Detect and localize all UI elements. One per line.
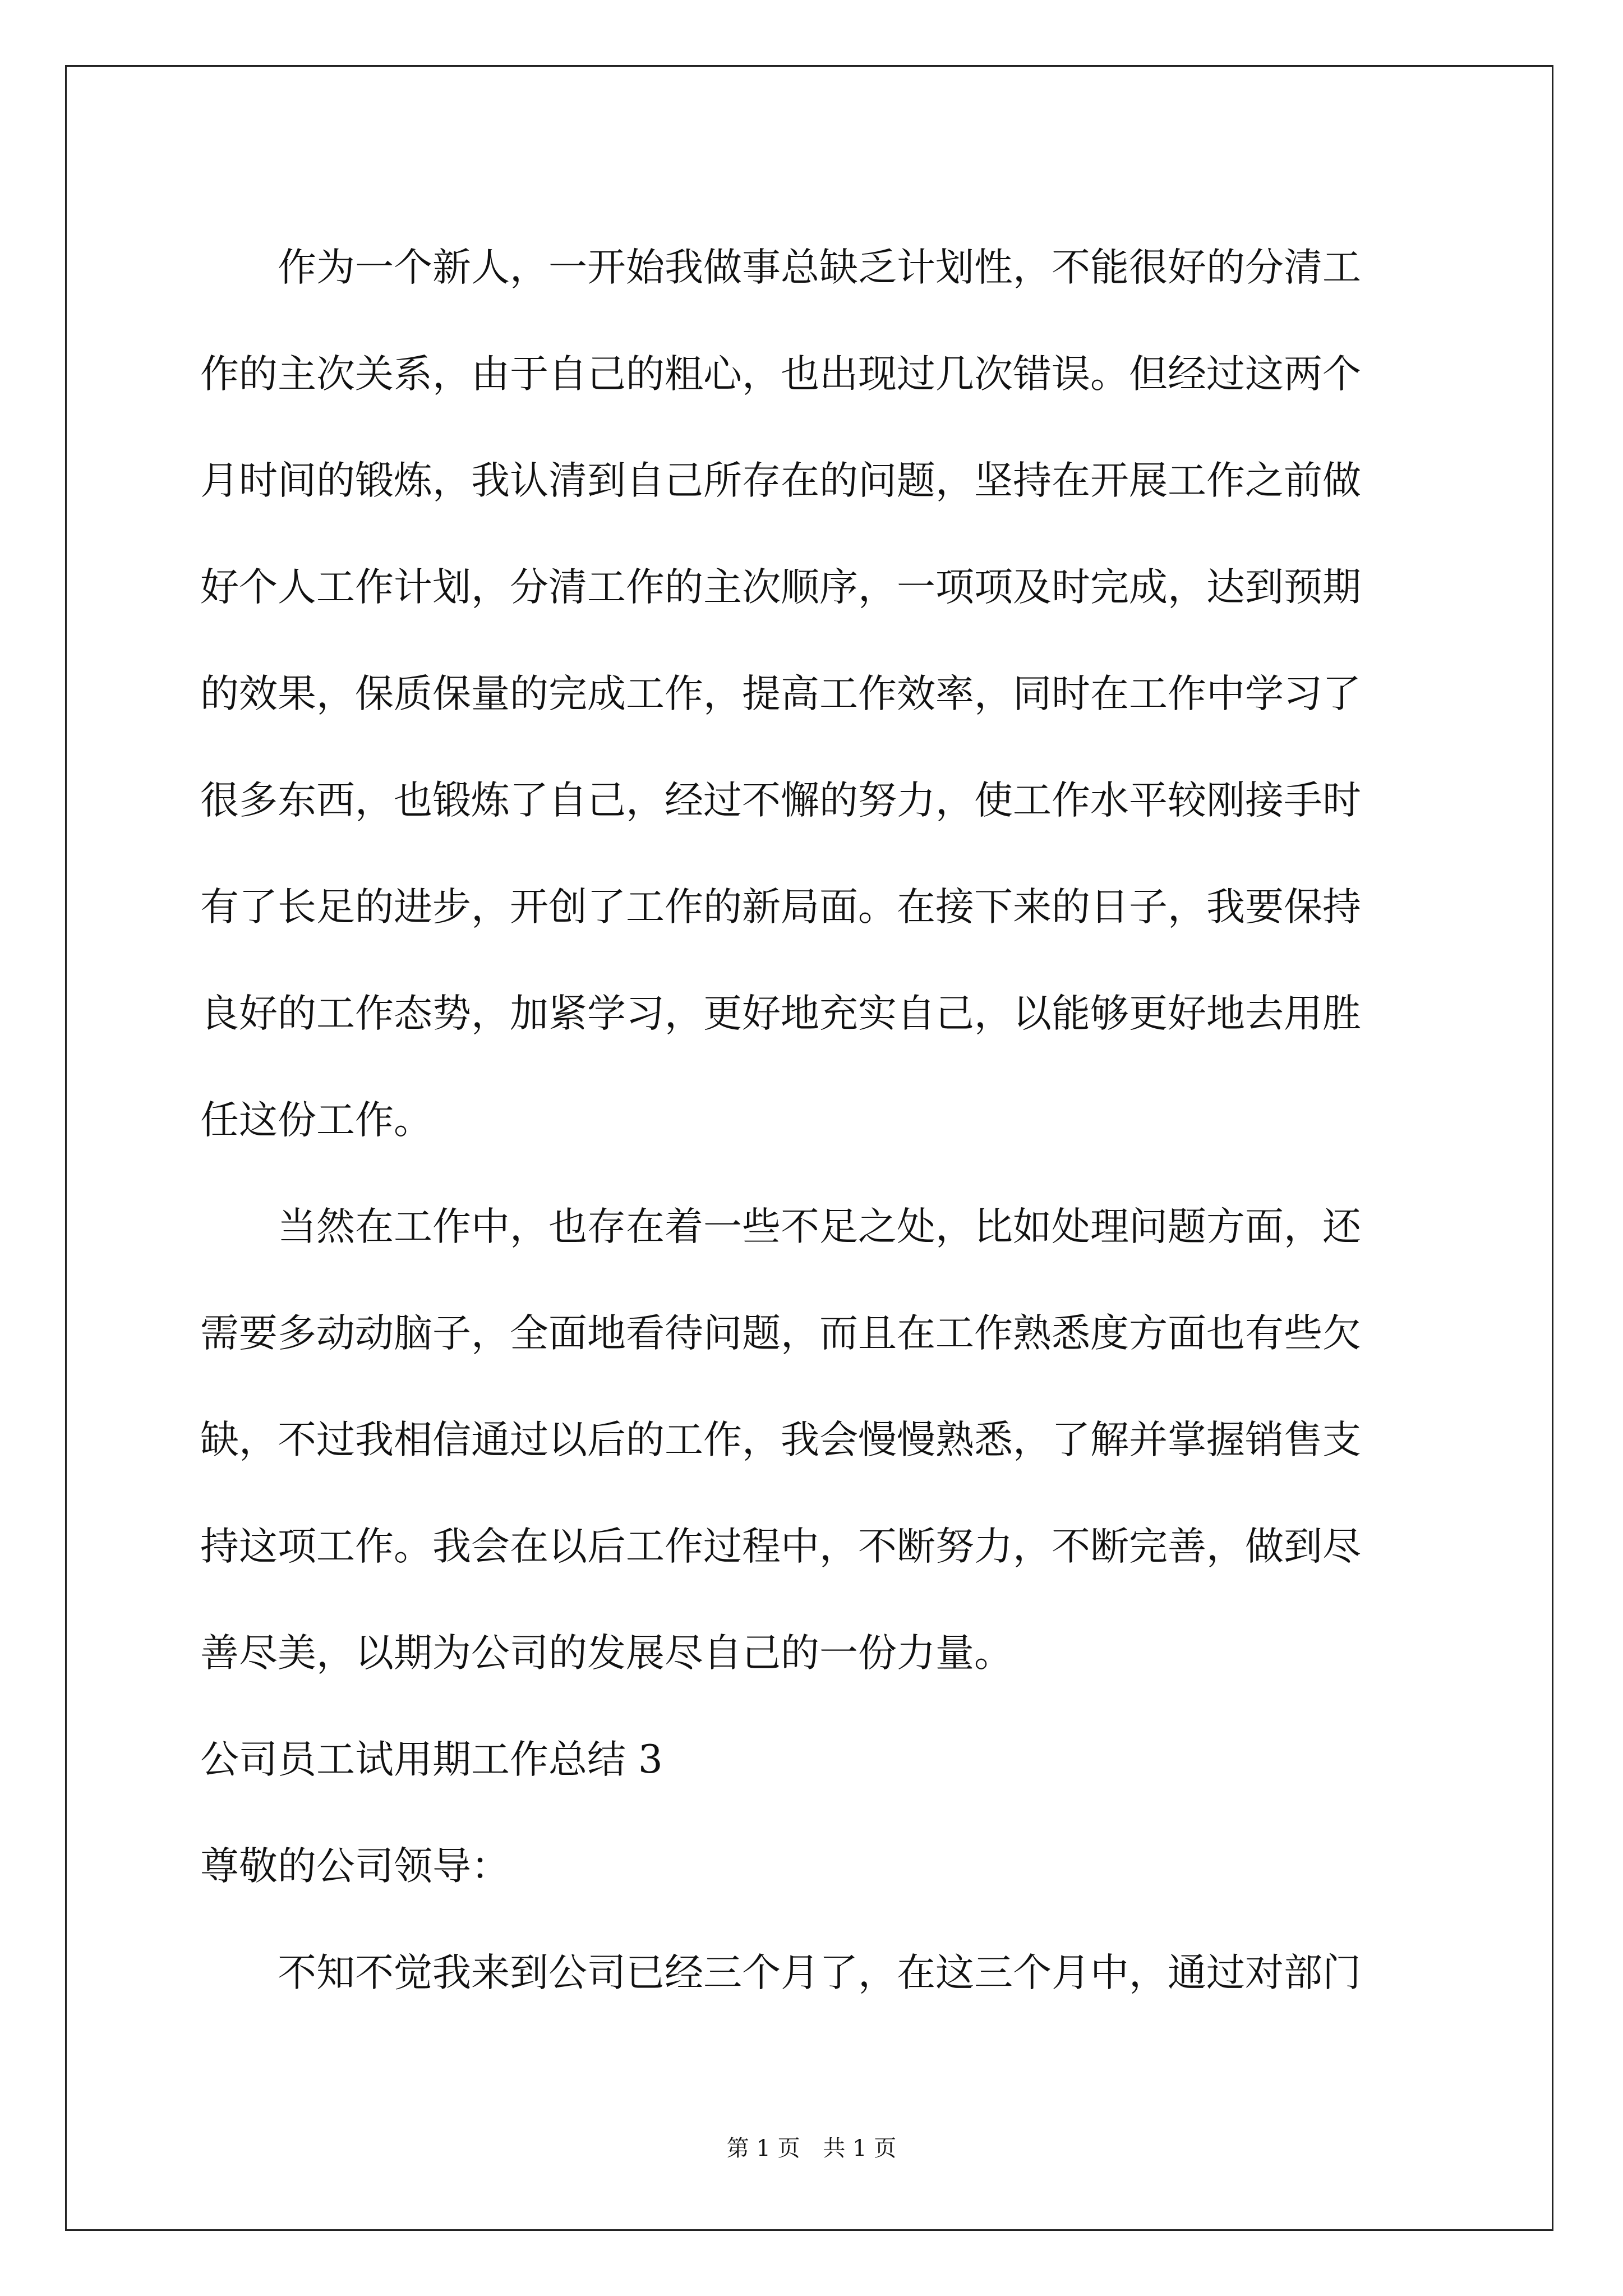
text-line: 作为一个新人，一开始我做事总缺乏计划性，不能很好的分清工 [200,245,1361,290]
section-heading: 公司员工试用期工作总结 3 [200,1737,663,1782]
text-line: 很多东西，也锻炼了自己，经过不懈的努力，使工作水平较刚接手时 [200,778,1361,823]
text-line: 好个人工作计划，分清工作的主次顺序，一项项及时完成，达到预期 [200,565,1361,610]
text-line: 持这项工作。我会在以后工作过程中，不断努力，不断完善，做到尽 [200,1524,1361,1569]
document-body [200,214,1423,2026]
text-line: 不知不觉我来到公司已经三个月了，在这三个月中，通过对部门 [200,1950,1361,1995]
text-line: 善尽美，以期为公司的发展尽自己的一份力量。 [200,1631,1013,1676]
text-line: 有了长足的进步，开创了工作的新局面。在接下来的日子，我要保持 [200,885,1361,930]
text-line: 月时间的锻炼，我认清到自己所存在的问题，坚持在开展工作之前做 [200,458,1361,503]
text-line: 任这份工作。 [200,1098,432,1143]
text-line: 作的主次关系，由于自己的粗心，也出现过几次错误。但经过这两个 [200,352,1361,397]
salutation: 尊敬的公司领导： [200,1844,510,1889]
text-line: 缺，不过我相信通过以后的工作，我会慢慢熟悉，了解并掌握销售支 [200,1418,1361,1462]
text-line: 需要多动动脑子，全面地看待问题，而且在工作熟悉度方面也有些欠 [200,1311,1361,1356]
page-number: 第 1 页 [726,2136,800,2161]
page-total: 共 1 页 [823,2136,897,2161]
text-line: 良好的工作态势，加紧学习，更好地充实自己，以能够更好地去用胜 [200,991,1361,1036]
text-line: 的效果，保质保量的完成工作，提高工作效率，同时在工作中学习了 [200,671,1361,716]
page-footer [0,2131,1623,2162]
text-line: 当然在工作中，也存在着一些不足之处，比如处理问题方面，还 [200,1204,1361,1249]
